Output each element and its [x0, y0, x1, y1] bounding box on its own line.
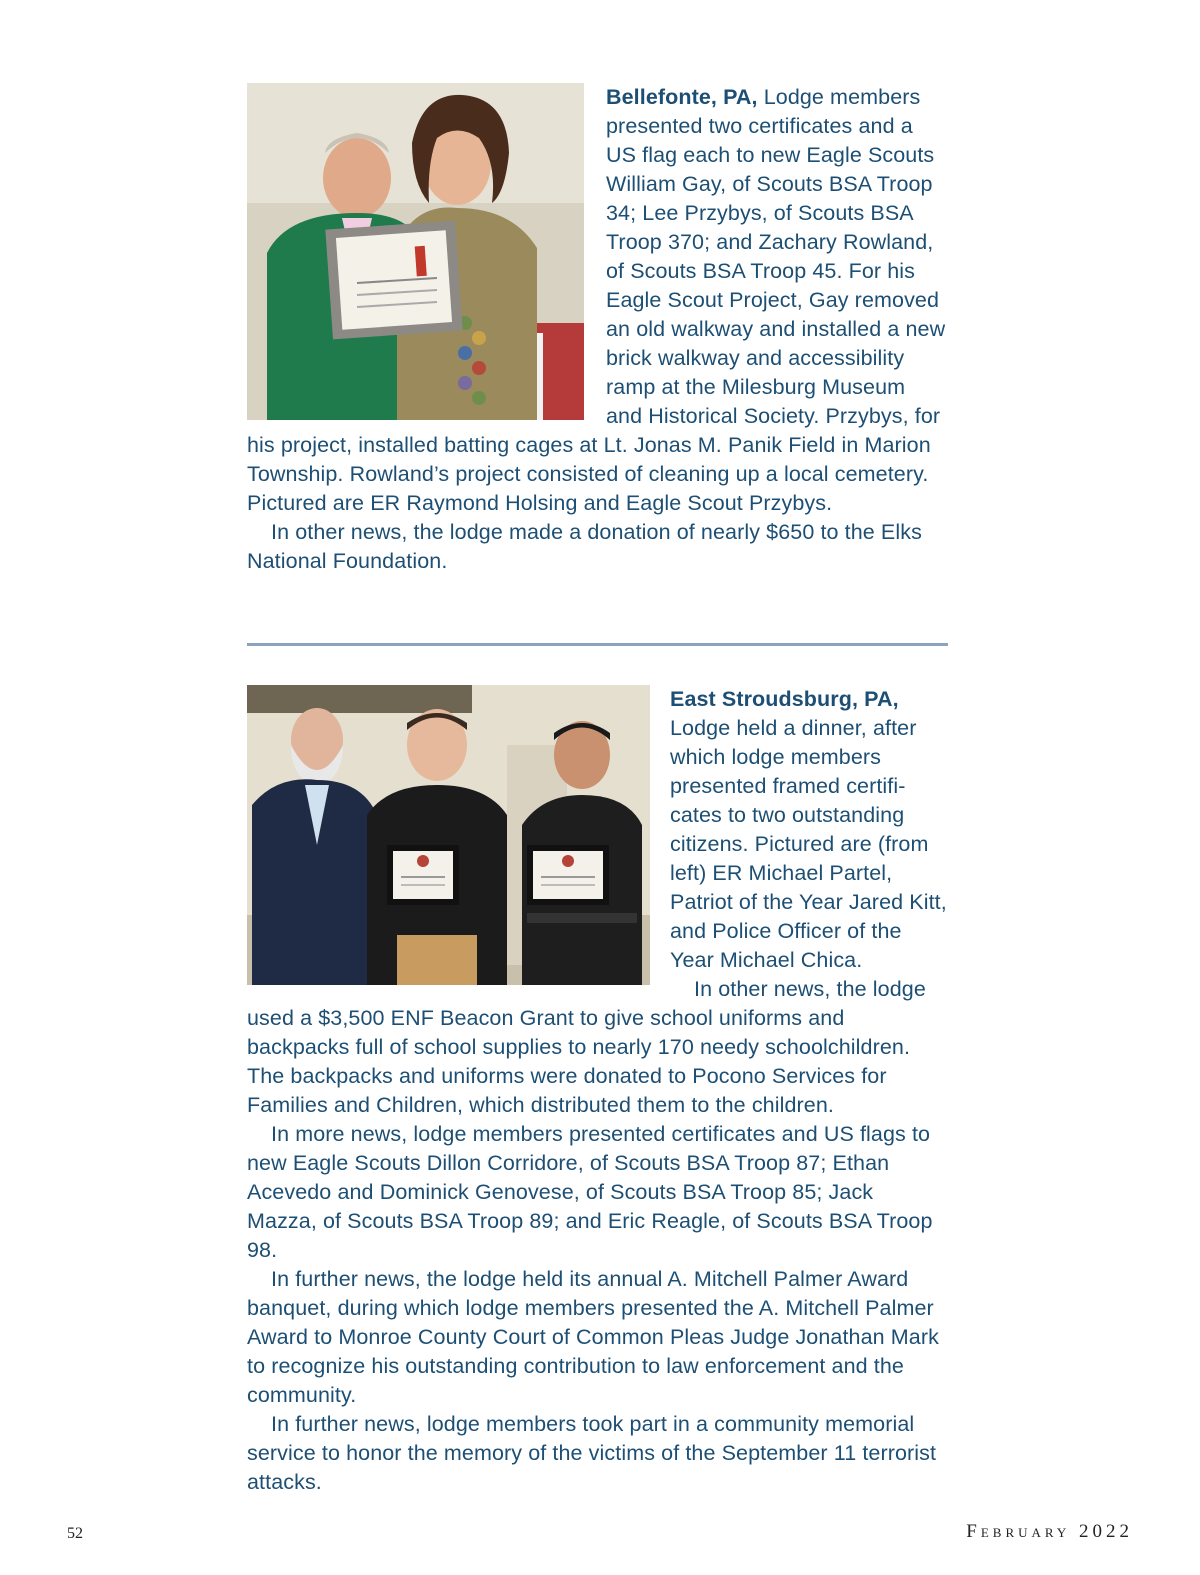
section-divider [247, 643, 948, 646]
photo-award-recipients [247, 685, 650, 985]
photo-eagle-scout-certificate [247, 83, 584, 420]
article-paragraph: In other news, the lodge used a $3,500 ENF Beacon Grant to give school uniforms and backpacks full of school supplies to nearly 170 needy schoolchildren. The backpacks and uniforms were donated to Pocono Services for Families and Children, which distributed them to the children. [247, 977, 926, 1117]
article-paragraph: In further news, lodge members took part in a community memorial service to honor the memory of the victims of the September 11 terrorist attacks. [247, 1412, 937, 1494]
article-east-stroudsburg [247, 685, 947, 1497]
article-paragraph: In other news, the lodge made a donation of nearly $650 to the Elks National Foundation. [247, 520, 922, 573]
photo-eagle-scout-illustration [247, 83, 584, 420]
article-paragraph: Lodge held a dinner, after which lodge members presented framed certificates to two outstanding citizens. Pictured are (from left) ER Michael Partel, Patriot of the Year Jared Kitt, and Police Officer of the Year Michael Chica. [670, 716, 947, 972]
article-lead-bellefonte: Bellefonte, PA, [606, 85, 758, 109]
photo-award-illustration [247, 685, 650, 985]
issue-date: February 2022 [966, 1521, 1133, 1542]
article-paragraph: Lodge members presented two certificates and a US flag each to new Eagle Scouts William Gay, of Scouts BSA Troop 34; Lee Przybys, of Scouts BSA Troop 370; and Zachary Rowland, of Scouts BSA Troop 45. For his Eagle Scout Project, Gay removed an old walkway and installed a new brick walkway and accessibility ramp at the Milesburg Museum and Historical Society. Przybys, for his project, installed batting cages at Lt. Jonas M. Panik Field in Marion Township. Rowland’s project consisted of cleaning up a local cemetery. Pictured are ER Raymond Holsing and Eagle Scout Przybys. [247, 85, 946, 515]
article-paragraph: In more news, lodge members presented certificates and US flags to new Eagle Scouts Dillon Corridore, of Scouts BSA Troop 87; Ethan Acevedo and Dominick Genovese, of Scouts BSA Troop 85; Jack Mazza, of Scouts BSA Troop 89; and Eric Reagle, of Scouts BSA Troop 98. [247, 1122, 933, 1262]
page-number: 52 [67, 1525, 83, 1542]
article-lead-east-stroudsburg: East Stroudsburg, PA, [670, 687, 899, 711]
article-bellefonte [247, 83, 947, 576]
article-paragraph: In further news, the lodge held its annual A. Mitchell Palmer Award banquet, during which lodge members presented the A. Mitchell Palmer Award to Monroe County Court of Common Pleas Judge Jonathan Mark to recognize his outstanding contribution to law enforcement and the community. [247, 1267, 939, 1407]
